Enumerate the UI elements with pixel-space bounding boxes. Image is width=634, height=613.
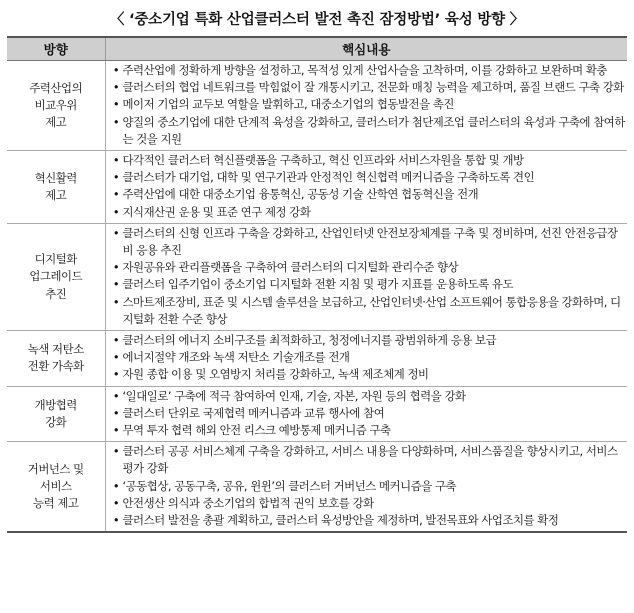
bullet-item bbox=[110, 225, 626, 259]
header-direction: 방향 bbox=[7, 37, 105, 61]
bullet-dot-icon: • bbox=[112, 513, 120, 528]
bullet-dot-icon: • bbox=[112, 277, 120, 292]
bullet-dot-icon: • bbox=[112, 333, 120, 348]
table-row bbox=[7, 442, 627, 533]
bullet-text: 에너지절약 개조와 녹색 저탄소 기술개조를 전개 bbox=[122, 350, 350, 365]
bullet-text: 클러스터 단위로 국제협력 메커니즘과 교류 행사에 참여 bbox=[122, 405, 385, 420]
page-title: 〈 ‘중소기업 특화 산업클러스터 발전 촉진 잠정방법’ 육성 방향 〉 bbox=[109, 12, 525, 28]
bullet-item bbox=[110, 152, 626, 169]
direction-label-line: 제고 bbox=[45, 187, 67, 202]
bullet-item bbox=[110, 512, 626, 529]
bullet-item bbox=[110, 388, 626, 405]
bullet-item bbox=[110, 259, 626, 276]
bullet-dot-icon: • bbox=[112, 63, 120, 77]
bullet-text: 무역 투자 협력 해외 안전 리스크 예방통제 메커니즘 구축 bbox=[122, 423, 391, 438]
bullet-text: 클러스터 발전을 총괄 계획하고, 클러스터 육성방안을 제정하며, 발전목표와 사업조치를 확정 bbox=[122, 513, 559, 528]
bullet-item bbox=[110, 96, 626, 113]
table-row bbox=[7, 386, 627, 442]
bullet-dot-icon: • bbox=[112, 294, 120, 309]
bullet-dot-icon: • bbox=[112, 225, 120, 240]
direction-cell bbox=[7, 331, 105, 387]
table-row bbox=[7, 331, 627, 387]
bullet-dot-icon: • bbox=[112, 405, 120, 420]
table-row bbox=[7, 223, 627, 330]
direction-cell bbox=[7, 442, 105, 533]
bullet-text: 주력산업에 대한 대중소기업 융통혁신, 공동성 기술 산학연 협동혁신을 전개 bbox=[122, 187, 479, 202]
bullet-item bbox=[110, 294, 626, 328]
direction-cell bbox=[7, 223, 105, 330]
bullet-text: 자원 종합 이용 및 오염방지 처리를 강화하고, 녹색 제조체계 정비 bbox=[122, 367, 429, 382]
bullet-dot-icon: • bbox=[112, 170, 120, 185]
direction-label-line: 제고 bbox=[45, 115, 67, 130]
bullet-dot-icon: • bbox=[112, 97, 120, 112]
table-row bbox=[7, 61, 627, 151]
core-content-cell bbox=[105, 331, 627, 387]
bullet-dot-icon: • bbox=[112, 153, 120, 168]
bullet-item bbox=[110, 366, 626, 383]
direction-label-line: 강화 bbox=[45, 414, 67, 429]
table-header-row bbox=[7, 37, 627, 61]
bullet-dot-icon: • bbox=[112, 423, 120, 438]
core-content-cell bbox=[105, 61, 627, 151]
bullet-item bbox=[110, 443, 626, 477]
bullet-text: 스마트제조장비, 표준 및 시스템 솔루션을 보급하고, 산업인터넷·산업 소프트웨어 통합응용을 강화하며, 디지털화 전환 수준 향상 bbox=[122, 294, 621, 326]
direction-cell bbox=[7, 386, 105, 442]
direction-cell bbox=[7, 151, 105, 224]
direction-label-line: 업그레이드 bbox=[29, 269, 83, 284]
direction-label-line: 디지털화 bbox=[34, 252, 77, 267]
bullet-dot-icon: • bbox=[112, 495, 120, 510]
bullet-item bbox=[110, 478, 626, 495]
bullet-item bbox=[110, 349, 626, 366]
bullet-item bbox=[110, 62, 626, 79]
bullet-item bbox=[110, 422, 626, 439]
direction-label-line: 전환 가속화 bbox=[27, 359, 84, 374]
bullet-dot-icon: • bbox=[112, 388, 120, 403]
bullet-item bbox=[110, 186, 626, 203]
bullet-text: 자원공유와 관리플랫폼을 구축하여 클러스터의 디지털화 관리수준 향상 bbox=[122, 260, 459, 275]
core-content-cell bbox=[105, 151, 627, 224]
bullet-text: 클러스터의 협업 네트워크를 막힘없이 잘 개통시키고, 전문화 매칭 능력을 제고하며, 품질 브랜드 구축 강화 bbox=[122, 80, 624, 95]
table-row bbox=[7, 151, 627, 224]
bullet-text: 클러스터 공공 서비스체계 구축을 강화하고, 서비스 내용을 다양화하며, 서비스품질을 향상시키고, 서비스 평가 강화 bbox=[122, 444, 618, 476]
bullet-text: 주력산업에 정확하게 방향을 설정하고, 목적성 있게 산업사슬을 고착하며, 이를 강화하고 보완하며 확충 bbox=[122, 63, 607, 77]
bullet-text: 안전생산 의식과 중소기업의 합법적 권익 보호를 강화 bbox=[122, 495, 374, 510]
direction-label-line: 개방협력 bbox=[34, 397, 77, 412]
bullet-text: ‘공동협상, 공동구축, 공유, 윈윈’의 클러스터 거버넌스 메커니즘을 구축 bbox=[122, 478, 457, 493]
bullet-text: 클러스터 입주기업이 중소기업 디지털화 전환 지침 및 평가 지표를 운용하도록 유도 bbox=[122, 277, 514, 292]
bullet-text: 클러스터의 신형 인프라 구축을 강화하고, 산업인터넷 안전보장체계를 구축 및 정비하며, 선진 안전응급장비 응용 추진 bbox=[122, 225, 618, 258]
bullet-dot-icon: • bbox=[112, 114, 120, 129]
bullet-text: 클러스터가 대기업, 대학 및 연구기관과 안정적인 혁신협력 메커니즘을 구축하도록 견인 bbox=[122, 170, 535, 185]
bullet-dot-icon: • bbox=[112, 478, 120, 493]
bullet-text: 다각적인 클러스터 혁신플랫폼을 구축하고, 혁신 인프라와 서비스자원을 통합 및 개방 bbox=[122, 153, 524, 168]
bullet-dot-icon: • bbox=[112, 444, 120, 459]
table-body bbox=[7, 61, 627, 533]
direction-label-line: 추진 bbox=[45, 286, 67, 301]
direction-label-line: 비교우위 bbox=[34, 97, 77, 112]
bullet-text: 양질의 중소기업에 대한 단계적 육성을 강화하고, 클러스터가 첨단제조업 클러스터의 육성과 구축에 참여하는 것을 지원 bbox=[122, 114, 625, 146]
core-content-cell bbox=[105, 442, 627, 533]
bullet-item bbox=[110, 405, 626, 422]
bullet-item bbox=[110, 204, 626, 221]
bullet-dot-icon: • bbox=[112, 187, 120, 202]
direction-label-line: 서비스 bbox=[39, 479, 72, 494]
bullet-item bbox=[110, 495, 626, 512]
header-core-content: 핵심내용 bbox=[105, 37, 627, 61]
bullet-text: ‘일대일로’ 구축에 적극 참여하여 인재, 기술, 자본, 자원 등의 협력을 강화 bbox=[122, 388, 466, 403]
bullet-dot-icon: • bbox=[112, 80, 120, 95]
bullet-dot-icon: • bbox=[112, 367, 120, 382]
core-content-cell bbox=[105, 386, 627, 442]
bullet-dot-icon: • bbox=[112, 260, 120, 275]
bullet-text: 지식재산권 운용 및 표준 연구 제정 강화 bbox=[122, 204, 311, 219]
development-direction-table bbox=[7, 36, 627, 533]
bullet-item bbox=[110, 332, 626, 349]
bullet-text: 클러스터의 에너지 소비구조를 최적화하고, 청정에너지를 광범위하게 응용 보급 bbox=[122, 333, 497, 348]
direction-label-line: 혁신활력 bbox=[34, 170, 77, 185]
bullet-dot-icon: • bbox=[112, 204, 120, 219]
direction-label-line: 거버넌스 및 bbox=[27, 461, 84, 476]
bullet-item bbox=[110, 276, 626, 293]
direction-cell bbox=[7, 61, 105, 151]
core-content-cell bbox=[105, 223, 627, 330]
bullet-dot-icon: • bbox=[112, 350, 120, 365]
bullet-item bbox=[110, 114, 626, 148]
bullet-item bbox=[110, 79, 626, 96]
direction-label-line: 녹색 저탄소 bbox=[27, 342, 84, 357]
direction-label-line: 주력산업의 bbox=[29, 80, 83, 95]
bullet-text: 메이저 기업의 교두보 역할을 발휘하고, 대중소기업의 협동발전을 촉진 bbox=[122, 97, 454, 112]
bullet-item bbox=[110, 169, 626, 186]
direction-label-line: 능력 제고 bbox=[33, 496, 79, 511]
